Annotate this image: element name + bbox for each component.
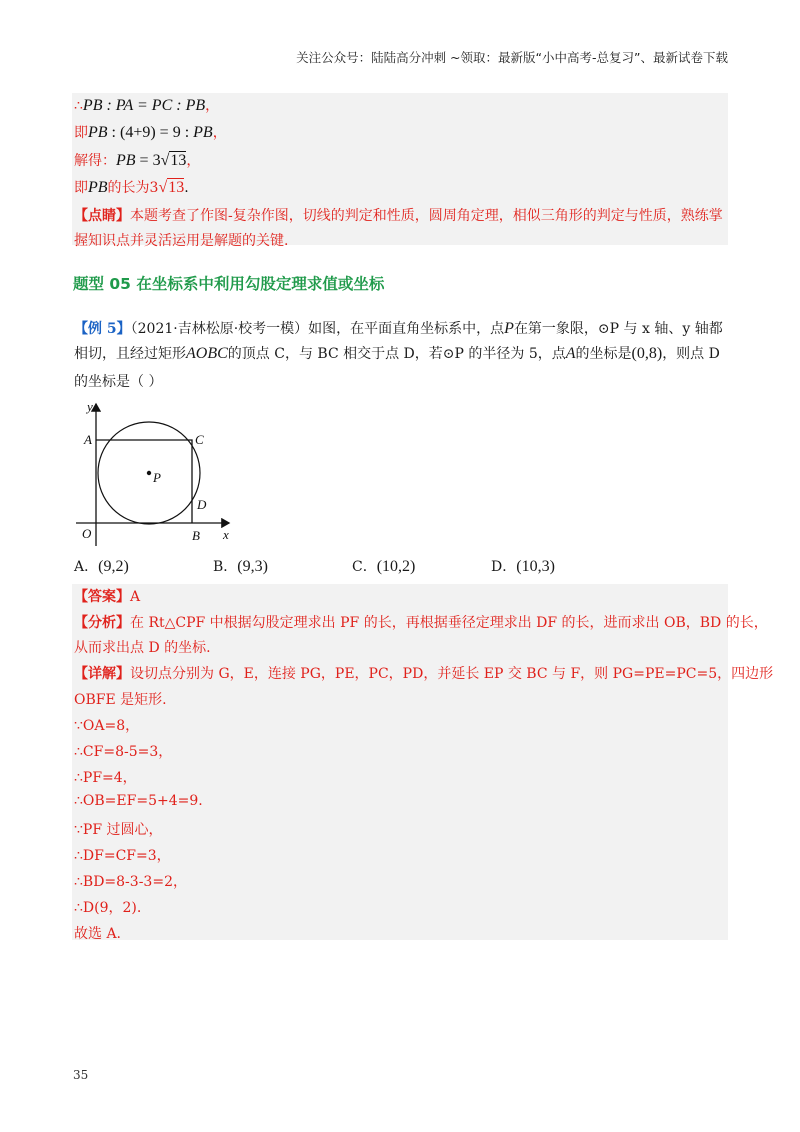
detail-step: ∵PF 过圆心， [74, 822, 163, 838]
line-prefix: 即 [74, 180, 88, 196]
option-value: (10,2) [376, 558, 416, 575]
analysis-text: 在 Rt△CPF 中根据勾股定理求出 PF 的长，再根据垂径定理求出 DF 的长，进而求出 OB，BD 的长， [130, 615, 768, 631]
comment-tag: 【点睛】 [74, 208, 130, 224]
line-middle: 的长为3 [107, 180, 159, 196]
ratio-expression: PB : PA = PC : PB [82, 97, 206, 114]
page-header: 关注公众号：陆陆高分冲刺 ~领取：最新版“小中高考-总复习”、最新试卷下载 [296, 50, 728, 65]
label-c: C [195, 432, 204, 447]
option-b[interactable] [213, 556, 268, 576]
label-o: O [82, 526, 92, 541]
detail-step: ∴PF=4， [74, 770, 137, 786]
answer-tag: 【答案】 [74, 589, 130, 605]
detail-line-1 [74, 663, 773, 683]
solution-line-2 [74, 122, 227, 142]
analysis-tag: 【分析】 [74, 615, 130, 631]
option-value: (9,3) [237, 558, 268, 575]
var-pb: PB [116, 152, 136, 169]
label-x: x [223, 527, 229, 542]
equals-three: = 3 [135, 152, 161, 169]
analysis-text: 从而求出点 D 的坐标. [74, 640, 211, 656]
option-letter: B． [213, 559, 238, 575]
comment-line-1 [74, 205, 723, 225]
question-text: 相切，且经过矩形 [74, 346, 186, 362]
page-number: 35 [73, 1068, 89, 1082]
radical-sign: √ [158, 179, 168, 196]
answer-line [74, 586, 140, 606]
option-d[interactable] [491, 556, 555, 576]
detail-tag: 【详解】 [74, 666, 130, 682]
var-pb: PB [88, 124, 108, 141]
punct: ， [186, 153, 201, 169]
detail-step: ∴CF=8-5=3， [74, 744, 173, 760]
comment-line-2 [74, 230, 288, 250]
rect-name: AOBC [186, 345, 228, 362]
line-prefix: 即 [74, 125, 88, 141]
example-tag: 【例 5】 [74, 321, 131, 337]
detail-step: ∴D(9，2). [74, 900, 142, 916]
expr-middle: : (4+9) = 9 : [107, 124, 194, 141]
solution-line-1 [74, 95, 219, 115]
question-line-1 [74, 318, 723, 338]
detail-step: ∵OA=8， [74, 718, 140, 734]
option-a[interactable] [74, 556, 129, 576]
question-text: （2021·吉林松原·校考一模）如图，在平面直角坐标系中，点 [130, 321, 505, 337]
option-letter: C． [352, 559, 377, 575]
label-d: D [197, 497, 207, 512]
solution-line-3 [74, 150, 200, 170]
therefore-symbol: ∴ [74, 98, 83, 114]
question-text: 的坐标是（ ） [74, 374, 163, 390]
comment-text: 本题考查了作图-复杂作图，切线的判定和性质，圆周角定理，相似三角形的判定与性质，熟练掌 [130, 208, 723, 224]
var-pb: PB [193, 124, 213, 141]
option-value: (10,3) [516, 558, 555, 575]
question-line-3 [74, 371, 162, 391]
point-p [147, 471, 151, 475]
radical-sign: √ [160, 152, 170, 169]
label-a: A [84, 432, 92, 447]
punct: ， [212, 125, 227, 141]
solution-line-4 [74, 177, 189, 197]
label-p: P [153, 470, 161, 485]
radicand: 13 [170, 152, 187, 169]
question-line-2 [74, 343, 720, 363]
var-pb: PB [88, 179, 108, 196]
coord-a: (0,8) [631, 345, 663, 362]
detail-step: 故选 A. [74, 926, 122, 942]
punct: . [184, 180, 189, 196]
var-p: P [504, 320, 514, 337]
label-b: B [192, 528, 200, 543]
section-title: 题型 05 在坐标系中利用勾股定理求值或坐标 [73, 275, 385, 293]
line-prefix: 解得： [74, 153, 116, 169]
punct: ， [205, 98, 220, 114]
radicand: 13 [168, 179, 185, 196]
detail-step: ∴OB=EF=5+4=9. [74, 793, 203, 809]
option-letter: A． [74, 559, 99, 575]
comment-text: 握知识点并灵活运用是解题的关键. [74, 233, 289, 249]
answer-value: A [130, 589, 141, 605]
detail-step: ∴BD=8-3-3=2， [74, 874, 187, 890]
question-text: ，则点 D [662, 346, 720, 362]
detail-text: 设切点分别为 G，E，连接 PG，PE，PC，PD，并延长 EP 交 BC 与 F，则 PG=PE=PC=5，四边形 [130, 666, 774, 682]
question-text: 在第一象限，⊙P 与 x 轴、y 轴都 [513, 321, 723, 337]
geometry-figure [74, 398, 244, 548]
option-value: (9,2) [98, 558, 129, 575]
label-y: y [87, 399, 93, 414]
question-text: 的坐标是 [575, 346, 632, 362]
option-c[interactable] [352, 556, 415, 576]
option-letter: D． [491, 559, 517, 575]
var-a: A [565, 345, 576, 362]
analysis-line-2 [74, 637, 211, 657]
detail-step: ∴DF=CF=3， [74, 848, 171, 864]
analysis-line-1 [74, 612, 768, 632]
rectangle-aobc [96, 440, 192, 523]
question-text: 的顶点 C，与 BC 相交于点 D，若⊙P 的半径为 5，点 [227, 346, 566, 362]
detail-text: OBFE 是矩形. [74, 692, 167, 708]
detail-line-2 [74, 689, 167, 709]
